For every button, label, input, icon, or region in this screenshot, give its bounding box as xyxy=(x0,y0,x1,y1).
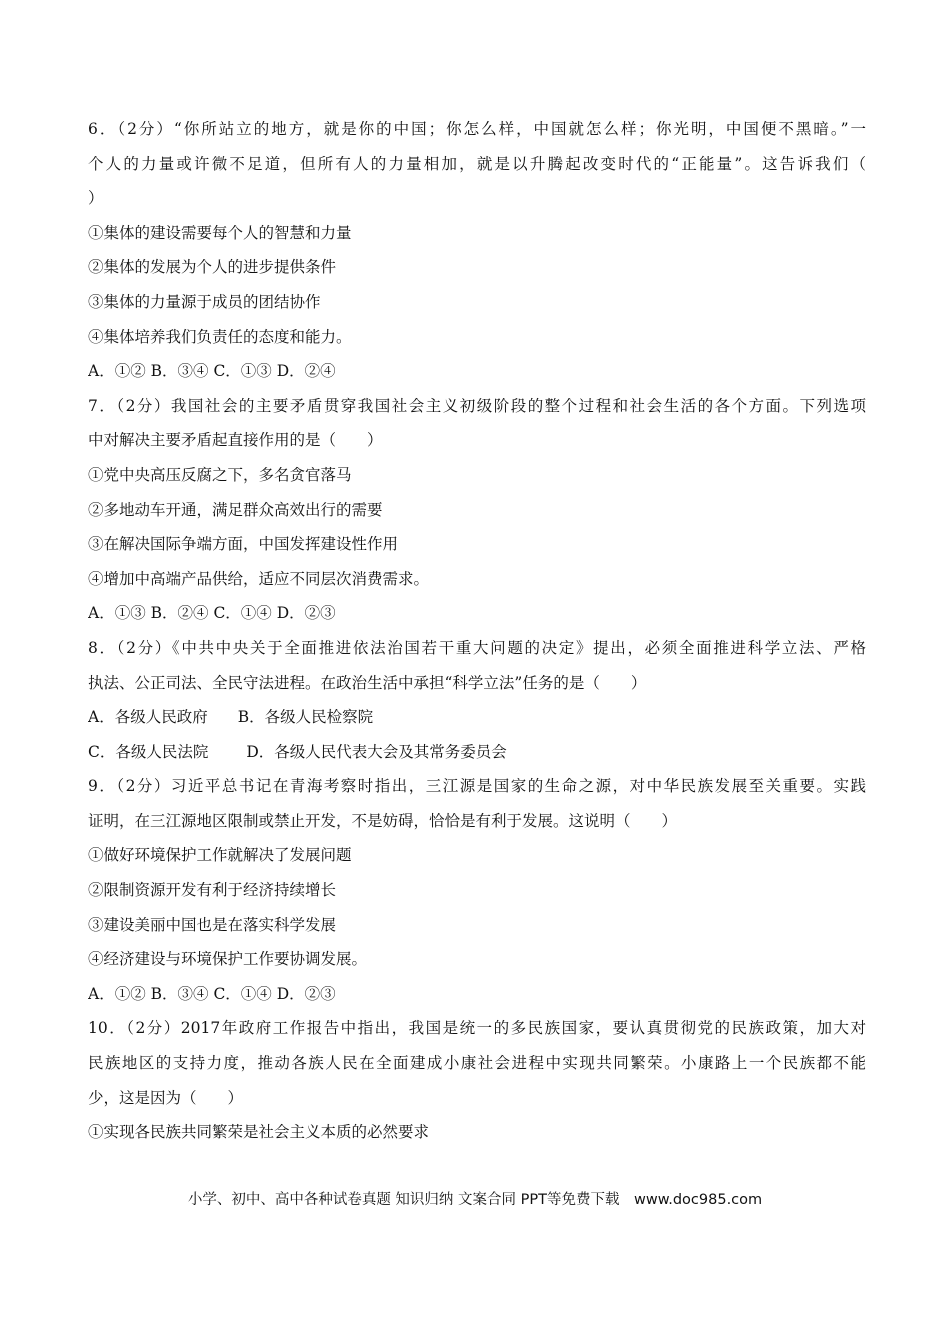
q6-option-3: ③集体的力量源于成员的团结协作 xyxy=(88,292,321,311)
q7-option-4: ④增加中高端产品供给，适应不同层次消费需求。 xyxy=(88,569,430,588)
q7-option-2: ②多地动车开通，满足群众高效出行的需要 xyxy=(88,500,383,519)
q9-line-2: 证明，在三江源地区限制或禁止开发，不是妨碍，恰恰是有利于发展。这说明（ ） xyxy=(88,811,678,830)
q6-option-1: ①集体的建设需要每个人的智慧和力量 xyxy=(88,223,352,242)
q9-option-1: ①做好环境保护工作就解决了发展问题 xyxy=(88,846,352,865)
q9-option-4: ④经济建设与环境保护工作要协调发展。 xyxy=(88,950,368,969)
q7-option-3: ③在解决国际争端方面，中国发挥建设性作用 xyxy=(88,535,399,554)
q6-option-4: ④集体培养我们负责任的态度和能力。 xyxy=(88,327,352,346)
q10-line-2: 民族地区的支持力度，推动各族人民在全面建成小康社会进程中实现共同繁荣。小康路上一个民族都不能 xyxy=(88,1054,866,1073)
q8-choice-b: B．各级人民检察院 xyxy=(237,708,374,727)
q9-choices: A．①② B．③④ C．①④ D．②③ xyxy=(88,984,336,1003)
q8-choice-d: D．各级人民代表大会及其常务委员会 xyxy=(246,742,507,761)
q9-option-3: ③建设美丽中国也是在落实科学发展 xyxy=(88,915,337,934)
q10-line-3: 少，这是因为（ ） xyxy=(88,1088,244,1107)
q10-line-1: 10．（2分）2017年政府工作报告中指出，我国是统一的多民族国家，要认真贯彻党的民族政策，加大对 xyxy=(88,1019,866,1038)
q6-option-2: ②集体的发展为个人的进步提供条件 xyxy=(88,258,337,277)
q7-line-1: 7．（2分）我国社会的主要矛盾贯穿我国社会主义初级阶段的整个过程和社会生活的各个方面。下列选项 xyxy=(88,396,866,415)
q6-line-3: ） xyxy=(88,189,104,208)
q8-choices-row-2 xyxy=(88,735,866,770)
q9-line-1: 9．（2分）习近平总书记在青海考察时指出，三江源是国家的生命之源，对中华民族发展至关重要。实践 xyxy=(88,777,866,796)
q7-option-1: ①党中央高压反腐之下，多名贪官落马 xyxy=(88,465,352,484)
q8-line-1: 8．（2分）《中共中央关于全面推进依法治国若干重大问题的决定》提出，必须全面推进科学立法、严格 xyxy=(88,638,866,657)
q8-choice-c: C．各级人民法院 xyxy=(88,742,209,761)
question-list xyxy=(88,112,866,1150)
page-footer: 小学、初中、高中各种试卷真题 知识归纳 文案合同 PPT等免费下载 www.doc985.com xyxy=(187,1192,763,1208)
q7-line-2: 中对解决主要矛盾起直接作用的是（ ） xyxy=(88,431,383,450)
q8-choices-row-1 xyxy=(88,700,866,735)
q6-line-2: 个人的力量或许微不足道，但所有人的力量相加，就是以升腾起改变时代的“正能量”。这告诉我们（ xyxy=(88,154,866,173)
q10-option-1: ①实现各民族共同繁荣是社会主义本质的必然要求 xyxy=(88,1123,430,1142)
q6-choices: A．①② B．③④ C．①③ D．②④ xyxy=(88,362,336,381)
q9-option-2: ②限制资源开发有利于经济持续增长 xyxy=(88,881,337,900)
q7-choices: A．①③ B．②④ C．①④ D．②③ xyxy=(88,604,336,623)
q8-line-2: 执法、公正司法、全民守法进程。在政治生活中承担“科学立法”任务的是（ ） xyxy=(88,673,647,692)
q8-choice-a: A．各级人民政府 xyxy=(88,708,208,727)
q6-line-1: 6．（2分）“你所站立的地方，就是你的中国；你怎么样，中国就怎么样；你光明，中国便不黑暗。”一 xyxy=(88,120,866,138)
